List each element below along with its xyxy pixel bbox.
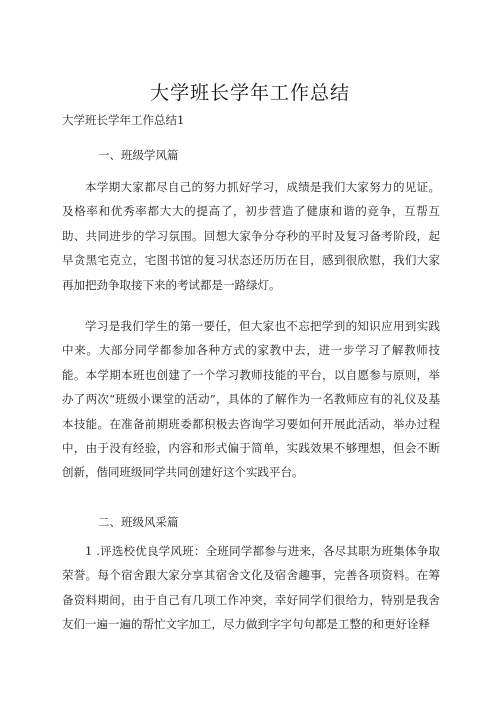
section-heading-class-style: 二、班级风采篇 [98,515,179,529]
section-heading-study-style: 一、班级学风篇 [98,148,179,162]
paragraph: 学习是我们学生的第一要任，但大家也不忘把学到的知识应用到实践中来。大部分同学都参加各种方式的家教中去，进一步学习了解教师技能。本学期本班也创建了一个学习教师技能的平台，以自愿参与原则，举办了两次“班级小课堂的活动”，具体的了解作为一名教师应有的礼仪及基本技能。在准备前期班委都积极去咨询学习要如何开展此活动，举办过程中，由于没有经验，内容和形式偏于简单，实践效果不够理想，但会不断创新，偕同班级同学共同创建好这个实践平台。 [62,319,440,480]
document-title: 大学班长学年工作总结 [149,82,350,104]
paragraph: 本学期大家都尽自己的努力抓好学习，成绩是我们大家努力的见证。及格率和优秀率都大大的提高了，初步营造了健康和谐的竞争，互帮互助、共同进步的学习氛围。回想大家争分夺秒的平时及复习备考阶段，起早贪黑宅克立，宅图书馆的复习状态还历历在目，感到很欣慰，我们大家再加把劲争取接下来的考试都是一路绿灯。 [62,180,440,292]
document-subtitle: 大学班长学年工作总结1 [62,113,185,127]
paragraph: 1 .评选校优良学风班：全班同学都参与进来，各尽其职为班集体争取荣誉。每个宿舍跟大家分享其宿舍文化及宿舍趣事，完善各项资料。在筹备资料期间，由于自己有几项工作冲突，幸好同学们很给力，特别是我舍友们一遍一遍的帮忙文字加工，尽力做到字字句句都是工整的和更好诠释 [62,544,440,632]
